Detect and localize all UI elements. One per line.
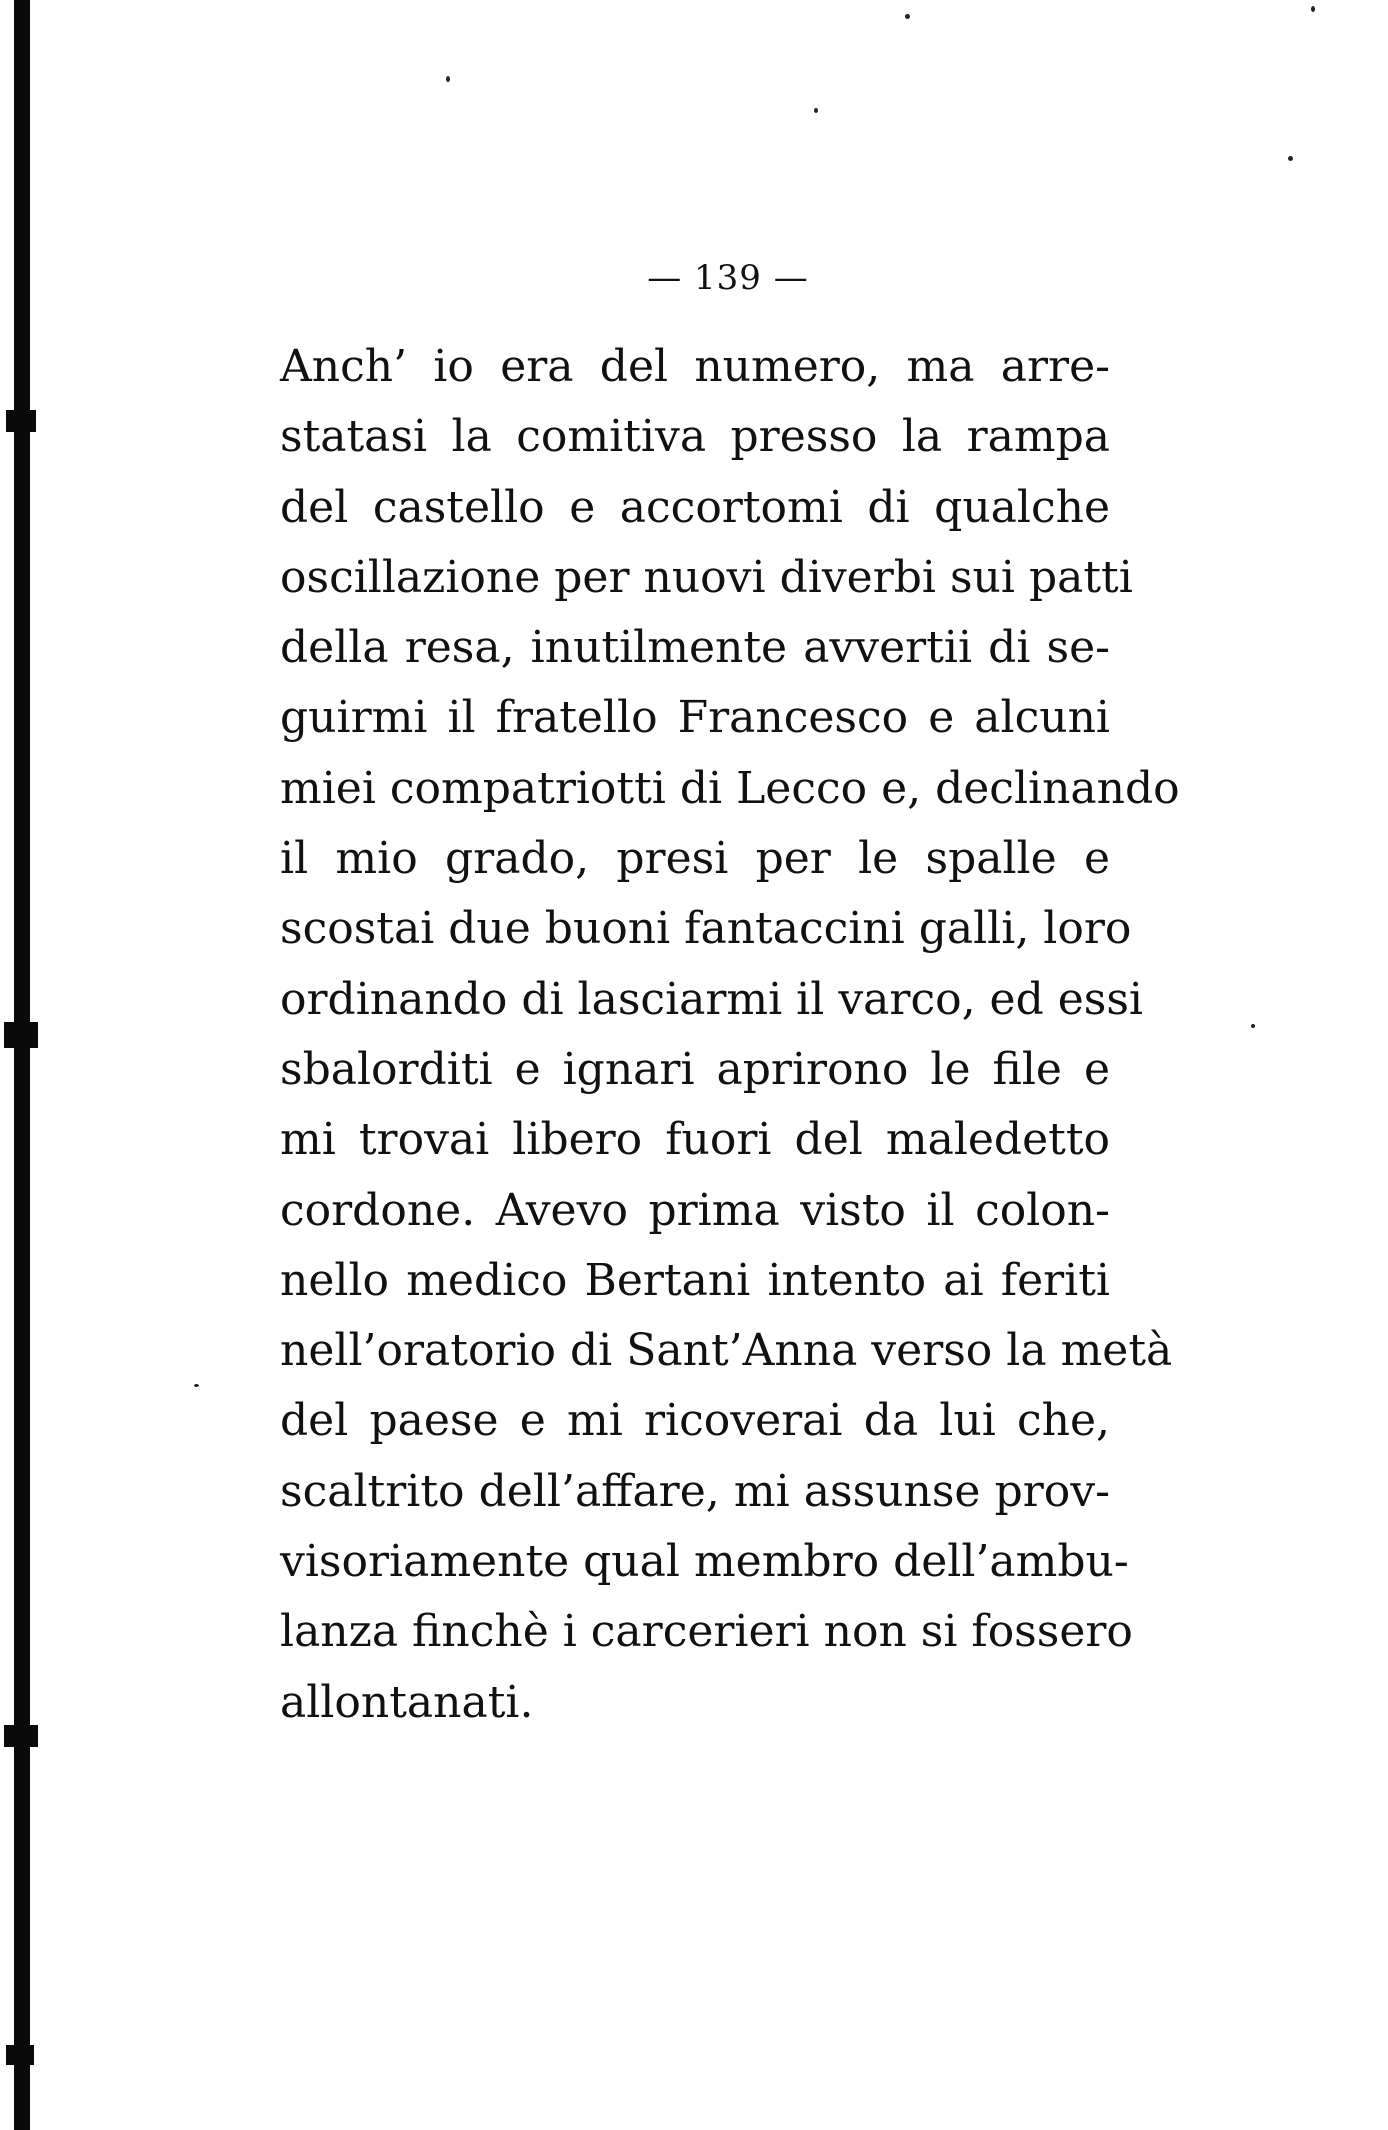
scan-speck: [1288, 156, 1293, 161]
text-line: miei compatriotti di Lecco e, declinando: [280, 762, 1180, 814]
scan-speck: [905, 14, 910, 19]
binding-mark: [4, 1725, 38, 1747]
body-text: [280, 332, 1180, 1738]
scan-speck: [446, 76, 450, 82]
text-line: del castello e accortomi di qualche: [280, 481, 1110, 533]
scan-speck: [814, 108, 818, 113]
text-line: nell’oratorio di Sant’Anna verso la metà: [280, 1325, 1173, 1377]
binding-mark: [4, 1022, 38, 1048]
text-line: del paese e mi ricoverai da lui che,: [280, 1395, 1110, 1447]
text-line: oscillazione per nuovi diverbi sui patti: [280, 551, 1133, 603]
scan-speck: [194, 1384, 199, 1387]
text-line: sbalorditi e ignari aprirono le file e: [280, 1043, 1110, 1095]
text-line: cordone. Avevo prima visto il colon-: [280, 1184, 1110, 1236]
text-line: lanza finchè i carcerieri non si fossero: [280, 1606, 1133, 1658]
binding-edge: [14, 0, 30, 2130]
text-line: scaltrito dell’affare, mi assunse prov-: [280, 1465, 1110, 1517]
text-line: mi trovai libero fuori del maledetto: [280, 1114, 1110, 1166]
binding-mark: [6, 410, 36, 432]
text-line: Anch’ io era del numero, ma arre-: [280, 341, 1110, 392]
page-number: — 139 —: [647, 258, 809, 298]
scan-speck: [1251, 1024, 1255, 1028]
text-line: statasi la comitiva presso la rampa: [280, 411, 1110, 463]
text-line: scostai due buoni fantaccini galli, loro: [280, 903, 1132, 955]
text-line: il mio grado, presi per le spalle e: [280, 833, 1110, 885]
binding-mark: [6, 2045, 34, 2065]
scan-speck: [1311, 6, 1315, 12]
text-line-last: allontanati.: [280, 1676, 534, 1728]
text-line: visoriamente qual membro dell’ambu-: [280, 1536, 1129, 1588]
text-line: della resa, inutilmente avvertii di se-: [280, 622, 1110, 674]
text-line: guirmi il fratello Francesco e alcuni: [280, 692, 1110, 744]
text-line: ordinando di lasciarmi il varco, ed essi: [280, 973, 1144, 1025]
text-line: nello medico Bertani intento ai feriti: [280, 1254, 1110, 1306]
